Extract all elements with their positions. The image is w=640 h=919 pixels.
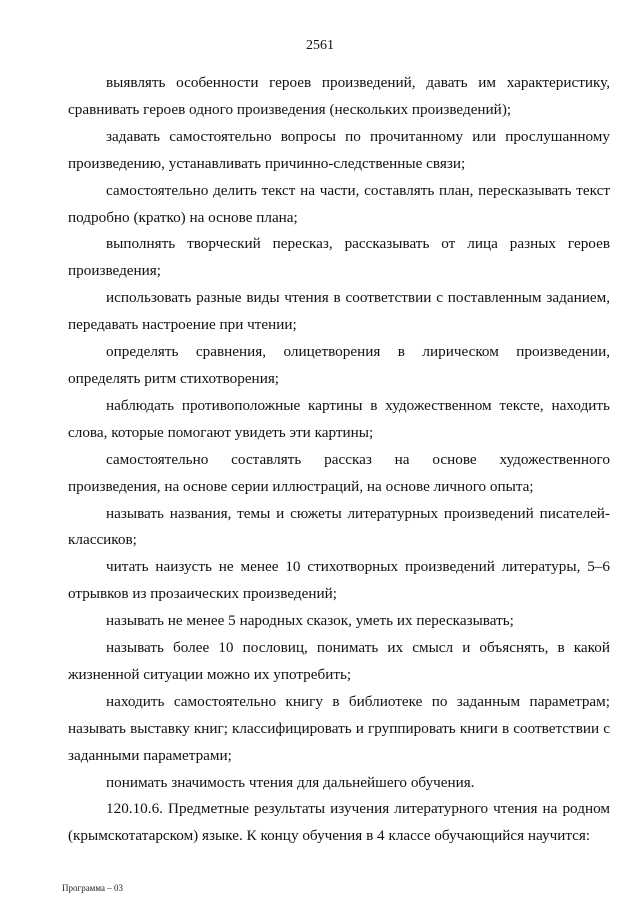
paragraph-comparisons: определять сравнения, олицетворения в лирическом произведении, определять ритм стихотворения; (68, 343, 610, 387)
paragraph-reading-importance: понимать значимость чтения для дальнейшего обучения. (106, 773, 475, 791)
paragraph-divide-text: самостоятельно делить текст на части, составлять план, пересказывать текст подробно (кратко) на основе плана; (68, 181, 610, 226)
paragraph-reading-types: использовать разные виды чтения в соответствии с поставленным заданием, передавать настроение при чтении; (68, 289, 610, 334)
paragraph-section-120-10-6: 120.10.6. Предметные результаты изучения литературного чтения на родном (крымскотатарском) языке. К концу обучения в 4 классе обучающийся научится: (68, 800, 610, 845)
paragraph-compose-story: самостоятельно составлять рассказ на основе художественного произведения, на основе серии иллюстраций, на основе личного опыта; (68, 450, 610, 495)
paragraph-name-works: называть названия, темы и сюжеты литературных произведений писателей-классиков; (68, 504, 610, 549)
paragraph-find-book: находить самостоятельно книгу в библиотеке по заданным параметрам; называть выставку книг; классифицировать и группировать книги в соответствии с заданными параметрами; (68, 692, 610, 764)
paragraph-ask-questions: задавать самостоятельно вопросы по прочитанному или прослушанному произведению, устанавливать причинно-следственные связи; (68, 127, 610, 172)
page-footer: Программа – 03 (62, 883, 124, 893)
page-number: 2561 (306, 38, 334, 53)
paragraph-proverbs: называть более 10 пословиц, понимать их смысл и объяснять, в какой жизненной ситуации можно их употребить; (68, 639, 610, 683)
document-body (68, 70, 610, 850)
paragraph-recite: читать наизусть не менее 10 стихотворных произведений литературы, 5–6 отрывков из прозаических произведений; (68, 558, 610, 603)
paragraph-creative-retelling: выполнять творческий пересказ, рассказывать от лица разных героев произведения; (68, 235, 610, 280)
paragraph-hero-characteristics: выявлять особенности героев произведений, давать им характеристику, сравнивать героев одного произведения (нескольких произведений); (68, 74, 610, 118)
paragraph-opposite-pictures: наблюдать противоположные картины в художественном тексте, находить слова, которые помогают увидеть эти картины; (68, 396, 610, 441)
paragraph-folk-tales: называть не менее 5 народных сказок, уметь их пересказывать; (106, 612, 514, 630)
